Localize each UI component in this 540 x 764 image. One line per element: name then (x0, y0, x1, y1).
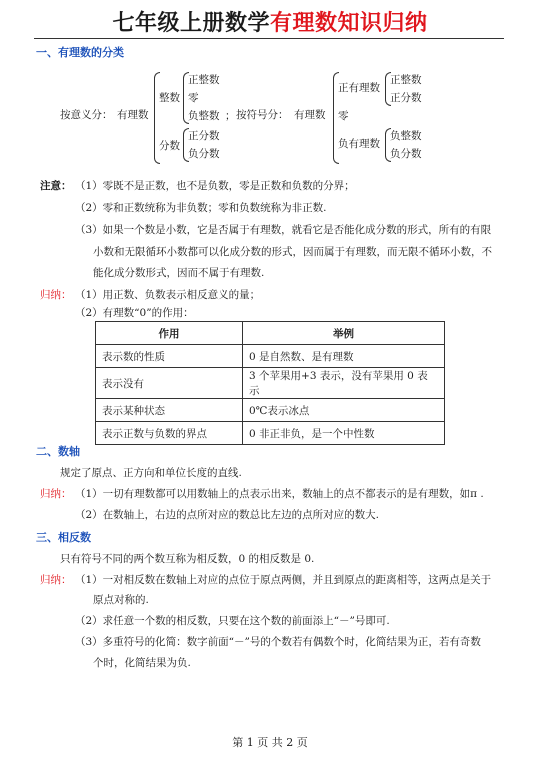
page-title (0, 8, 540, 38)
note-item: （3）如果一个数是小数，它是否属于有理数，就看它是否能化成分数的形式，所有的有限 (75, 224, 492, 236)
note-item: 小数和无限循环小数都可以化成分数的形式，因而属于有理数，而无限不循环小数，不 (93, 246, 492, 258)
sign-label: 按符号分： (236, 109, 289, 121)
summary-item: 个时，化简结果为负. (93, 657, 191, 669)
table-header: 作用 (96, 322, 243, 345)
zero-item-2: 零 (338, 110, 349, 122)
table-cell: 0 是自然数、是有理数 (243, 345, 445, 368)
summary-item: （1）一切有理数都可以用数轴上的点表示出来，数轴上的点不都表示的是有理数，如π . (75, 488, 484, 500)
number-line-definition: 规定了原点、正方向和单位长度的直线. (60, 467, 242, 479)
table-cell: 表示正数与负数的界点 (96, 422, 243, 445)
zero-role-table (95, 321, 445, 445)
rational-label-2: 有理数 (294, 109, 326, 121)
pos-rational-label: 正有理数 (338, 82, 380, 94)
table-row (96, 368, 445, 399)
table-row (96, 422, 445, 445)
table-cell: 表示某种状态 (96, 399, 243, 422)
table-row (96, 399, 445, 422)
title-part-black: 七年级上册数学 (112, 10, 270, 36)
summary-item: 原点对称的. (93, 594, 149, 606)
neg-rational-label: 负有理数 (338, 138, 380, 150)
pos-int-item-2: 正整数 (390, 74, 422, 86)
table-cell: 表示没有 (96, 368, 243, 399)
table-cell: 3 个苹果用+3 表示，没有苹果用 0 表示 (243, 368, 445, 399)
summary-item: （2）在数轴上，右边的点所对应的数总比左边的点所对应的数大. (75, 509, 380, 521)
pos-frac-item: 正分数 (188, 130, 220, 142)
title-divider (34, 38, 504, 39)
note-item: （1）零既不是正数，也不是负数，零是正数和负数的分界； (75, 180, 355, 192)
meaning-label: 按意义分： (60, 109, 113, 121)
neg-frac-item-2: 负分数 (390, 148, 422, 160)
note-item: （2）零和正数统称为非负数；零和负数统称为非正数. (75, 202, 327, 214)
section-heading-number-line: 二、数轴 (36, 445, 80, 458)
neg-int-item: 负整数 (188, 110, 220, 122)
summary-item: （2）求任意一个数的相反数，只要在这个数的前面添上“－”号即可. (75, 615, 390, 627)
zero-item: 零 (188, 92, 199, 104)
fraction-label: 分数 (159, 140, 180, 152)
table-cell: 表示数的性质 (96, 345, 243, 368)
table-header-row (96, 322, 445, 345)
pos-int-item: 正整数 (188, 74, 220, 86)
title-part-red: 有理数知识归纳 (270, 10, 428, 36)
table-cell: 0 非正非负，是一个中性数 (243, 422, 445, 445)
summary-item: （3）多重符号的化简：数字前面“－”号的个数若有偶数个时，化简结果为正，若有奇数 (75, 636, 481, 648)
semicolon: ； (225, 110, 236, 122)
opposite-definition: 只有符号不同的两个数互称为相反数，0 的相反数是 0. (60, 553, 315, 565)
table-cell: 0℃表示冰点 (243, 399, 445, 422)
summary-item: （1）一对相反数在数轴上对应的点位于原点两侧，并且到原点的距离相等，这两点是关于 (75, 574, 492, 586)
section-heading-classification: 一、有理数的分类 (36, 46, 124, 59)
summary-label: 归纳： (40, 574, 72, 586)
table-row (96, 345, 445, 368)
table-header: 举例 (243, 322, 445, 345)
section-heading-opposite-numbers: 三、相反数 (36, 531, 91, 544)
rational-label: 有理数 (117, 109, 149, 121)
integer-label: 整数 (159, 92, 180, 104)
neg-int-item-2: 负整数 (390, 130, 422, 142)
summary-label: 归纳： (40, 289, 72, 301)
neg-frac-item: 负分数 (188, 148, 220, 160)
summary-item: （1）用正数、负数表示相反意义的量； (75, 289, 261, 301)
summary-label: 归纳： (40, 488, 72, 500)
page-number: 第 1 页 共 2 页 (232, 736, 308, 749)
note-item: 能化成分数形式，因而不属于有理数. (93, 267, 265, 279)
pos-frac-item-2: 正分数 (390, 92, 422, 104)
note-label: 注意： (40, 180, 72, 192)
summary-item: （2）有理数“0”的作用： (75, 307, 194, 319)
